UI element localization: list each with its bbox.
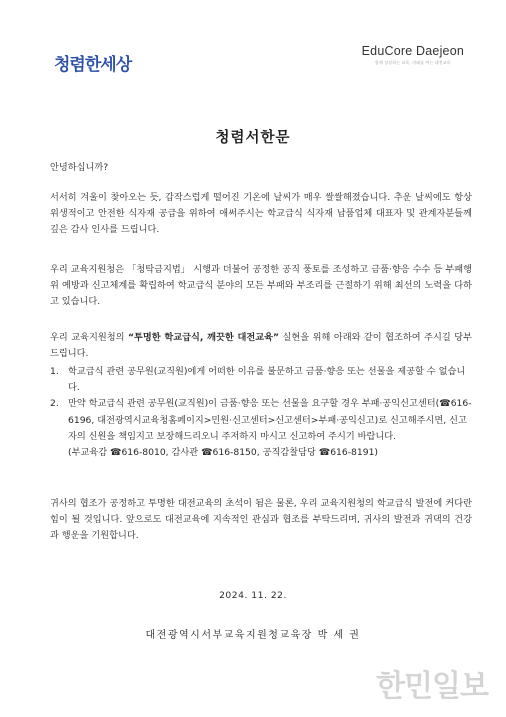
paragraph-4 [50, 496, 472, 545]
paragraph-3-before: 우리 교육지원청의 [50, 332, 128, 343]
integrity-logo [54, 50, 131, 75]
letter-date: 2024. 11. 22. [219, 590, 287, 601]
paragraph-4-text: 귀사의 협조가 공정하고 투명한 대전교육의 초석이 됨은 물론, 우리 교육지원청의 학교급식 발전에 커다란 힘이 될 것입니다. 앞으로도 대전교육에 지속적인 관심과 협조를 부탁드리며, 귀사의 발전과 귀댁의 건강과 행운을 기원합니다. [50, 498, 472, 542]
paragraph-3-emphasis: “투명한 학교급식, 깨끗한 대전교육” [127, 332, 280, 343]
list-item-text: 만약 학교급식 관련 공무원(교직원)이 금품·향응 또는 선물을 요구할 경우 부패·공익신고센터(☎616-6196, 대전광역시교육청홈페이지>민원·신고센터>신고센터>부패·공익신고)로 신고해주시면, 신고자의 신원을 책임지고 보장해드리오니 주저하지 마시고 신고하여 주시기 바랍니다. [68, 398, 472, 442]
list-item-number: 2. [50, 398, 59, 410]
greeting-text: 안녕하십니까? [50, 162, 109, 173]
paragraph-1 [50, 190, 472, 239]
paragraph-2-text: 우리 교육지원청은 「청탁금지법」 시행과 더불어 공정한 공직 풍토를 조성하고 금품·향응 수수 등 부패행위 예방과 신고체계를 확립하여 학교급식 분야의 모든 부패와 부조리를 근절하기 위해 최선의 노력을 다하고 있습니다. [50, 264, 472, 308]
paragraph-3-text [50, 330, 472, 362]
list-item [50, 364, 472, 396]
signature: 대전광역시서부교육지원청교육장 박 세 권 [145, 630, 361, 641]
educore-brand: EduCore Daejeon [361, 44, 464, 58]
list-item-text: 학교급식 관련 공무원(교직원)에게 어떠한 이유를 불문하고 금품·향응 또는 선물을 제공할 수 없습니다. [68, 366, 466, 394]
integrity-logo-text: 청렴한세상 [54, 55, 132, 75]
paragraph-2 [50, 262, 472, 311]
educore-tagline: 함께 성장하는 교육, 미래를 여는 대전교육 [375, 60, 451, 65]
paragraph-3 [50, 330, 472, 362]
greeting [50, 160, 472, 176]
watermark: 한민일보 [376, 669, 488, 704]
letterhead [0, 40, 506, 90]
list-item-number: 1. [50, 366, 59, 377]
paragraph-1-text: 서서히 겨울이 찾아오는 듯, 갑작스럽게 떨어진 기온에 날씨가 매우 쌀쌀해졌습니다. 추운 날씨에도 항상 위생적이고 안전한 식자재 공급을 위하여 애써주시는 학교급식 식자재 납품업체 대표자 및 관계자분들께 깊은 감사 인사를 드립니다. [50, 192, 472, 236]
educore-logo [362, 44, 464, 66]
letter-title: 청렴서한문 [215, 130, 291, 146]
request-list [50, 364, 472, 461]
list-item [50, 396, 472, 445]
contact-numbers: (부교육감 ☎616-8010, 감사관 ☎616-8150, 공직감찰담당 ☎616-8191) [68, 447, 379, 459]
paragraph-3-after: 실현을 위해 아래와 같이 협조하여 주시길 당부 드립니다. [50, 332, 472, 360]
